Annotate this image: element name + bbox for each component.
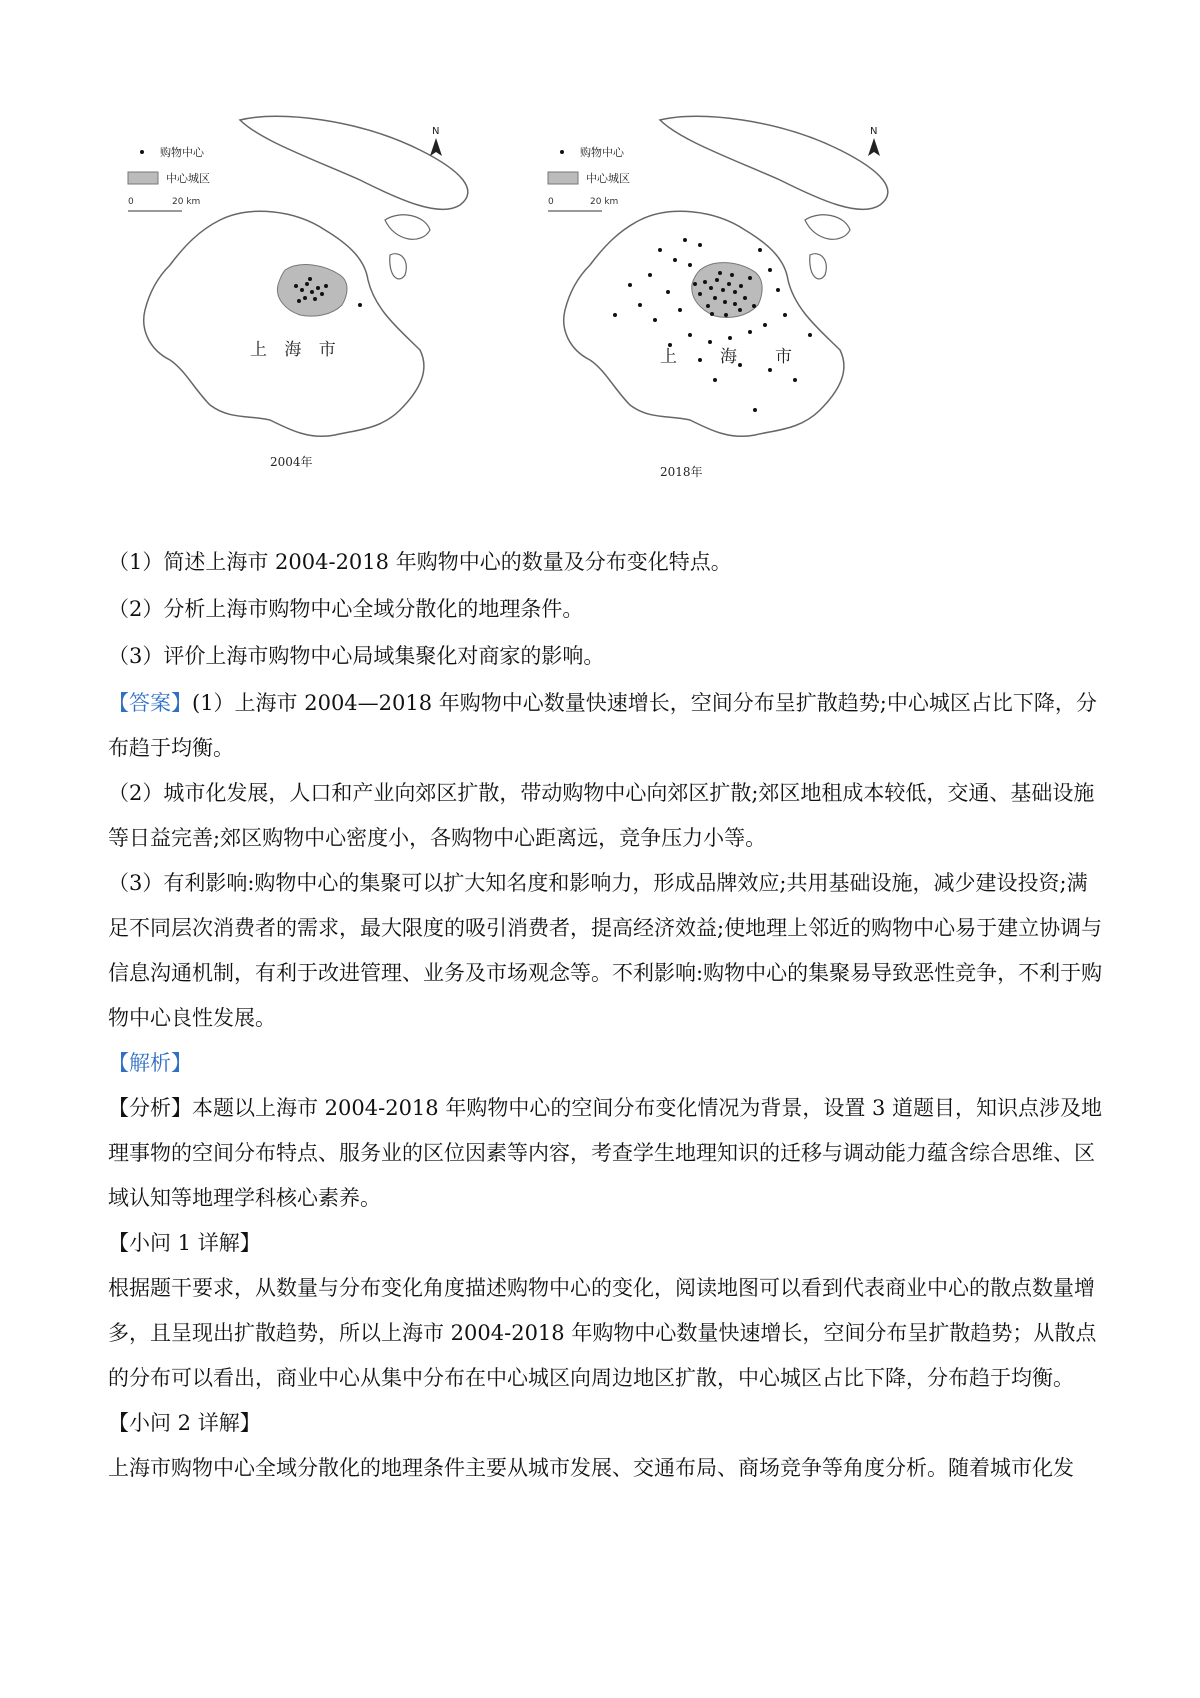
analysis-tag: 【解析】: [108, 1051, 192, 1075]
question-3: （3）评价上海市购物中心局域集聚化对商家的影响。: [108, 644, 605, 668]
legend-area-swatch: [128, 172, 158, 184]
scale-zero: 0: [548, 197, 554, 207]
north-arrow-icon: [430, 138, 442, 156]
scale-distance: 20 km: [172, 197, 201, 207]
sub-question-2-body: 上海市购物中心全域分散化的地理条件主要从城市发展、交通布局、商场竞争等角度分析。随着城市化发: [108, 1456, 1074, 1480]
sub-question-1-heading: 【小问 1 详解】: [108, 1231, 261, 1255]
map-year-label: 2004年: [270, 455, 313, 469]
small-island: [805, 215, 850, 240]
answer-paragraph-2: （2）城市化发展，人口和产业向郊区扩散，带动购物中心向郊区扩散;郊区地租成本较低，交通、基础设施等日益完善;郊区购物中心密度小，各购物中心距离远，竞争压力小等。: [108, 781, 1095, 850]
legend-point-label: 购物中心: [160, 146, 204, 159]
analysis-intro: 【分析】本题以上海市 2004-2018 年购物中心的空间分布变化情况为背景，设置 3 道题目，知识点涉及地理事物的空间分布特点、服务业的区位因素等内容，考查学生地理知识的迁移与调动能力蕴含综合思维、区域认知等地理学科核心素养。: [108, 1096, 1103, 1210]
sub-question-1-body: 根据题干要求，从数量与分布变化角度描述购物中心的变化，阅读地图可以看到代表商业中心的散点数量增多，且呈现出扩散趋势，所以上海市 2004-2018 年购物中心数量快速增长，空间分布呈扩散趋势；从散点的分布可以看出，商业中心从集中分布在中心城区向周边地区扩散，中心城区占比下降，分布趋于均衡。: [108, 1276, 1097, 1390]
map-year-label: 2018年: [660, 465, 703, 479]
legend-point-label: 购物中心: [580, 146, 624, 159]
small-island: [810, 254, 827, 279]
city-label-char-1: 上: [660, 347, 677, 367]
question-and-answer-text: [108, 540, 1108, 1491]
answer-paragraph-3: （3）有利影响:购物中心的集聚可以扩大知名度和影响力，形成品牌效应;共用基础设施，减少建设投资;满足不同层次消费者的需求，最大限度的吸引消费者，提高经济效益;使地理上邻近的购物中心易于建立协调与信息沟通机制，有利于改进管理、业务及市场观念等。不利影响:购物中心的集聚易导致恶性竞争，不利于购物中心良性发展。: [108, 871, 1103, 1030]
question-2: （2）分析上海市购物中心全域分散化的地理条件。: [108, 597, 584, 621]
scale-zero: 0: [128, 197, 134, 207]
scale-distance: 20 km: [590, 197, 619, 207]
legend-area-label: 中心城区: [586, 172, 630, 185]
city-label: 上 海 市: [250, 340, 342, 360]
answer-paragraph-1: [108, 681, 1108, 771]
city-label-char-2: 海: [720, 347, 737, 367]
legend-area-swatch: [548, 172, 578, 184]
shanghai-maps-figure: [100, 70, 980, 540]
legend-point-marker: [560, 150, 564, 154]
sub-question-2-heading: 【小问 2 详解】: [108, 1411, 261, 1435]
answer-text-1: (1）上海市 2004—2018 年购物中心数量快速增长，空间分布呈扩散趋势;中心城区占比下降，分布趋于均衡。: [108, 691, 1097, 760]
legend-area-label: 中心城区: [166, 172, 210, 185]
chongming-island: [660, 116, 888, 209]
map-2004: [128, 116, 468, 469]
city-label-char-3: 市: [775, 347, 792, 367]
small-island: [390, 254, 407, 279]
mainland-outline: [564, 211, 844, 436]
answer-tag: 【答案】: [108, 691, 192, 715]
mainland-outline: [144, 211, 424, 436]
small-island: [385, 215, 430, 240]
legend-point-marker: [140, 150, 144, 154]
north-arrow-icon: [868, 138, 880, 156]
question-1: （1）简述上海市 2004-2018 年购物中心的数量及分布变化特点。: [108, 550, 732, 574]
north-label: N: [870, 126, 878, 137]
north-label: N: [432, 126, 440, 137]
map-2018: [548, 116, 888, 479]
